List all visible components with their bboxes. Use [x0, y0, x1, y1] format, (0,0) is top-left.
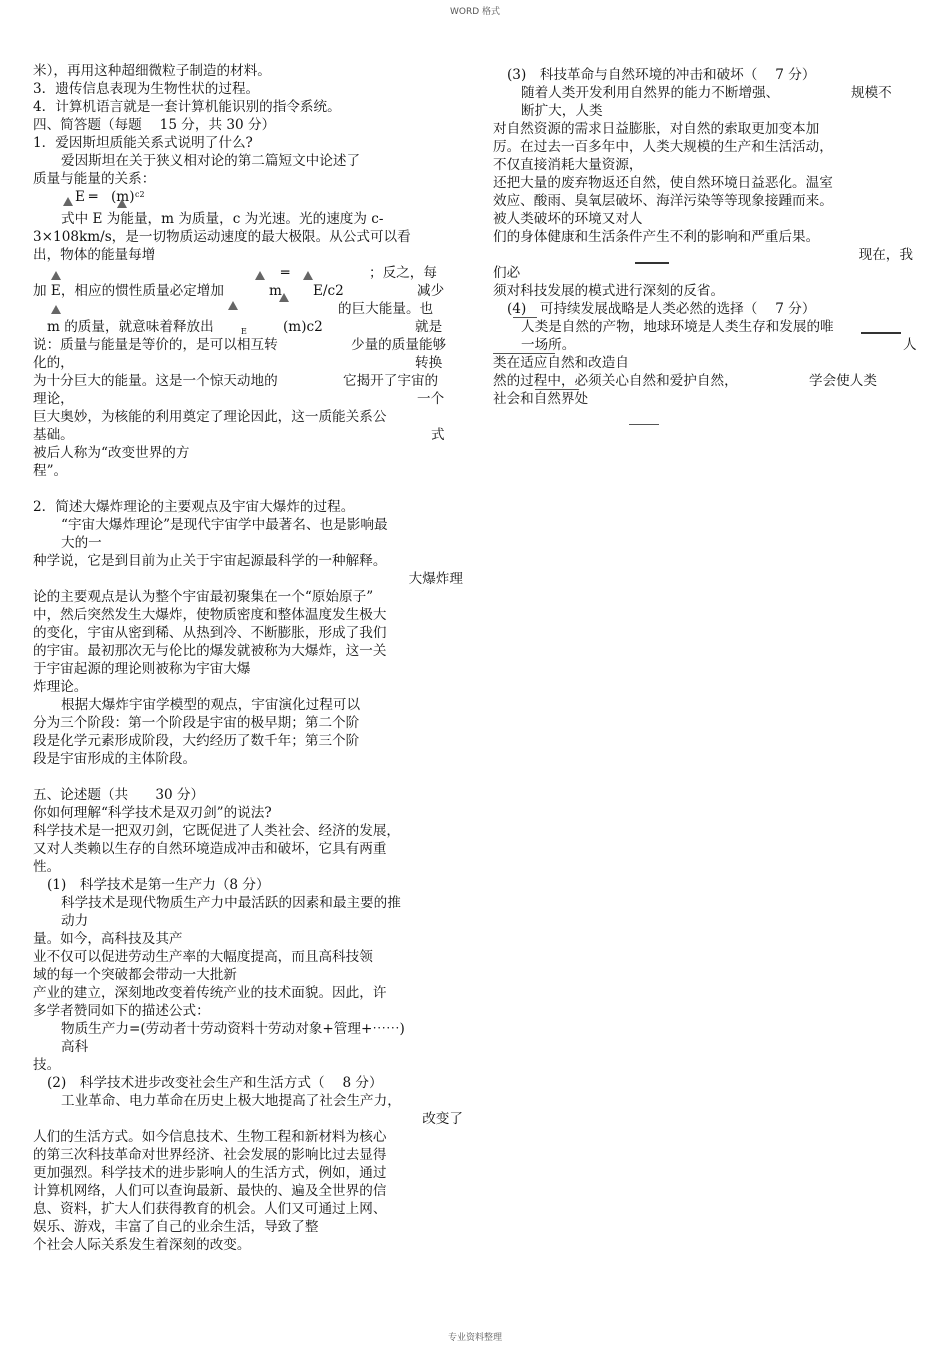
formula-c2: c2: [135, 190, 145, 199]
subheading: (4) 可持续发展战略是人类必然的选择（ 7 分）: [507, 301, 816, 317]
blank-underline: [861, 332, 901, 334]
text-line: 技。: [33, 1057, 61, 1073]
text-fragment: 说：质量与能量是等价的，是可以相互转: [33, 337, 278, 353]
text-line: 对自然资源的需求日益膨胀，对自然的索取更加变本加: [493, 121, 820, 137]
text-fragment: 少量的质量能够: [351, 337, 447, 353]
text-fragment: 它揭开了宇宙的: [343, 373, 439, 389]
text-line: [493, 372, 913, 390]
text-fragment: 人类是自然的产物，地球环境是人类生存和发展的唯: [521, 319, 834, 335]
text-line: 爱因斯坦在关于狭义相对论的第二篇短文中论述了: [61, 153, 361, 169]
text-line: 米），再用这种超细微粒子制造的材料。: [33, 63, 271, 79]
text-line: 效应、酸雨、臭氧层破坏、海洋污染等等现象接踵而来。: [493, 193, 833, 209]
formula-mass: (m): [111, 189, 135, 205]
blank-row: [493, 408, 913, 430]
text-fragment: m 的质量，就意味着释放出: [47, 319, 214, 335]
text-line: [33, 354, 463, 372]
subheading: (1) 科学技术是第一生产力（8 分）: [47, 877, 270, 893]
text-line: 大的一: [61, 535, 102, 551]
text-line: [33, 426, 463, 444]
text-line: [493, 318, 913, 336]
text-line: [493, 264, 913, 282]
blank-underline: [493, 353, 555, 354]
text-line: 厉。在过去一百多年中，人类大规模的生产和生活活动，: [493, 139, 833, 155]
formula-energy: E: [75, 189, 85, 205]
text-line: [493, 84, 913, 102]
formula-mass-c2: (m)c2: [283, 319, 323, 335]
text-line: 论的主要观点是认为整个宇宙最初聚集在一个“原始原子”: [33, 589, 374, 605]
text-line: 性。: [33, 859, 61, 875]
right-column: [493, 66, 917, 430]
text-line: 业不仅可以促进劳动生产率的大幅度提高，而且高科技领: [33, 949, 373, 965]
blank-underline: [513, 317, 537, 318]
text-line: 还把大量的废弃物返还自然，使自然环境日益恶化。温室: [493, 175, 833, 191]
text-line: 被后人称为“改变世界的方: [33, 445, 190, 461]
text-line: [493, 390, 913, 408]
text-fragment: 社会和自然界处: [493, 391, 589, 407]
text-fragment: 理论，: [33, 391, 74, 407]
text-line: 计算机网络，人们可以查询最新、最快的、遍及全世界的信: [33, 1183, 387, 1199]
text-line: 改变了: [422, 1111, 463, 1127]
text-fragment: 为十分巨大的能量。这是一个惊天动地的: [33, 373, 278, 389]
text-line: 3．遗传信息表现为生物性状的过程。: [33, 81, 260, 97]
delta-icon: [228, 296, 238, 314]
formula-e-over-c2: E/c2: [313, 283, 344, 299]
text-fragment: 就是: [415, 319, 443, 335]
formula-line: 物质生产力=(劳动者十劳动资料十劳动对象+管理+⋯⋯): [61, 1021, 405, 1037]
text-line: 息、资料，扩大人们获得教育的机会。人们又可通过上网、: [33, 1201, 387, 1217]
text-fragment: 人: [903, 337, 917, 353]
text-line: 中，然后突然发生大爆炸，使物质密度和整体温度发生极大: [33, 607, 387, 623]
text-line: 被人类破坏的环境又对人: [493, 211, 643, 227]
text-line: 又对人类赖以生存的自然环境造成冲击和破坏，它具有两重: [33, 841, 387, 857]
text-line: 炸理论。: [33, 679, 88, 695]
text-fragment: 然的过程中，必须关心自然和爱护自然，: [493, 373, 738, 389]
text-fragment: 式: [431, 427, 445, 443]
text-line: 更加强烈。科学技术的进步影响人的生活方式，例如，通过: [33, 1165, 387, 1181]
text-line: “宇宙大爆炸理论”是现代宇宙学中最著名、也是影响最: [61, 517, 388, 533]
text-fragment: 类在适应自然和改造自: [493, 355, 629, 371]
text-line: 出，物体的能量每增: [33, 247, 156, 263]
text-line: 3×108km/s，是一切物质运动速度的最大极限。从公式可以看: [33, 229, 411, 245]
section-heading: 五、论述题（共 30 分）: [33, 787, 205, 803]
text-fragment: 学会使人类: [809, 373, 877, 389]
text-line: [33, 300, 463, 318]
text-line: 高科: [61, 1039, 89, 1055]
text-fragment: 化的，: [33, 355, 74, 371]
text-line: 的宇宙。最初那次无与伦比的爆发就被称为大爆炸，这一关: [33, 643, 387, 659]
text-line: 大爆炸理: [408, 571, 463, 587]
section-heading: 四、简答题（每题 15 分，共 30 分）: [33, 117, 276, 133]
text-fragment: ；反之，每: [369, 265, 437, 281]
text-line: 分为三个阶段：第一个阶段是宇宙的极早期；第二个阶: [33, 715, 360, 731]
text-line: [33, 282, 463, 300]
blank-underline: [629, 424, 659, 425]
delta-icon: [63, 192, 73, 210]
formula-energy: E: [241, 327, 247, 336]
text-fragment: 规模不: [851, 85, 892, 101]
text-line: 程”。: [33, 463, 68, 479]
delta-icon: [51, 300, 61, 318]
formula-mass: m: [269, 283, 282, 299]
text-line: 式中 E 为能量，m 为质量，c 为光速。光的速度为 c-: [61, 211, 384, 227]
text-line: 4．计算机语言就是一套计算机能识别的指令系统。: [33, 99, 341, 115]
blank-underline: [635, 262, 669, 264]
text-line: [493, 354, 913, 372]
question-heading: 2．简述大爆炸理论的主要观点及宇宙大爆炸的过程。: [33, 499, 355, 515]
text-line: 人们的生活方式。如今信息技术、生物工程和新材料为核心: [33, 1129, 387, 1145]
text-line: 科学技术是现代物质生产力中最活跃的因素和最主要的推: [61, 895, 401, 911]
page-header: WORD 格式: [449, 7, 501, 17]
text-fragment: 的巨大能量。也: [338, 301, 434, 317]
text-line: 工业革命、电力革命在历史上极大地提高了社会生产力，: [61, 1093, 401, 1109]
blank-underline: [535, 389, 579, 390]
text-line: 种学说，它是到目前为止关于宇宙起源最科学的一种解释。: [33, 553, 387, 569]
text-line: [33, 390, 463, 408]
equals-sign: ═: [281, 265, 290, 281]
text-line: 域的每一个突破都会带动一大批新: [33, 967, 237, 983]
text-line: 动力: [61, 913, 89, 929]
text-line: 的第三次科技革命对世界经济、社会发展的影响比过去显得: [33, 1147, 387, 1163]
text-line: 不仅直接消耗大量资源，: [493, 157, 643, 173]
text-fragment: 一个: [417, 391, 445, 407]
text-line: 多学者赞同如下的描述公式：: [33, 1003, 210, 1019]
text-line: 段是化学元素形成阶段，大约经历了数千年；第三个阶: [33, 733, 360, 749]
text-line: 质量与能量的关系：: [33, 171, 156, 187]
text-line: [493, 336, 917, 354]
text-fragment: 减少: [417, 283, 445, 299]
text-line: 个社会人际关系发生着深刻的改变。: [33, 1237, 251, 1253]
text-fragment: 转换: [415, 355, 443, 371]
text-line: [33, 372, 463, 390]
left-column: [33, 62, 463, 1254]
text-fragment: 加 E，相应的惯性质量必定增加: [33, 283, 224, 299]
text-line: 娱乐、游戏，丰富了自己的业余生活，导致了整: [33, 1219, 319, 1235]
text-fragment: 一场所。: [521, 337, 576, 353]
text-line: 于宇宙起源的理论则被称为宇宙大爆: [33, 661, 251, 677]
equals-sign: ═: [89, 189, 98, 205]
page-footer: 专业资料整理: [447, 1333, 502, 1343]
text-line: [33, 318, 463, 336]
text-line: 现在，我: [858, 247, 913, 263]
text-fragment: 随着人类开发利用自然界的能力不断增强、: [521, 85, 780, 101]
subheading: (3) 科技革命与自然环境的冲击和破坏（ 7 分）: [507, 67, 816, 83]
text-fragment: 们必: [493, 265, 521, 281]
text-line: 断扩大，人类: [521, 103, 603, 119]
text-line: 的变化，宇宙从密到稀、从热到冷、不断膨胀，形成了我们: [33, 625, 387, 641]
text-line: 巨大奥妙，为核能的利用奠定了理论因此，这一质能关系公: [33, 409, 387, 425]
text-line: 们的身体健康和生活条件产生不利的影响和严重后果。: [493, 229, 820, 245]
text-line: 科学技术是一把双刃剑，它既促进了人类社会、经济的发展，: [33, 823, 401, 839]
delta-icon: [117, 194, 127, 212]
mass-energy-formula: [33, 188, 463, 210]
text-line: [33, 336, 463, 354]
text-fragment: 基础。: [33, 427, 74, 443]
text-line: 量。如今，高科技及其产: [33, 931, 183, 947]
question-heading: 你如何理解“科学技术是双刃剑”的说法?: [33, 805, 272, 821]
text-line: 根据大爆炸宇宙学模型的观点，宇宙演化过程可以: [61, 697, 361, 713]
text-line: 须对科技发展的模式进行深刻的反省。: [493, 283, 725, 299]
text-line: [33, 264, 463, 282]
text-line: 产业的建立，深刻地改变着传统产业的技术面貌。因此，许: [33, 985, 387, 1001]
text-line: 段是宇宙形成的主体阶段。: [33, 751, 197, 767]
subheading: (2) 科学技术进步改变社会生产和生活方式（ 8 分）: [47, 1075, 383, 1091]
question-heading: 1．爱因斯坦质能关系式说明了什么?: [33, 135, 253, 151]
